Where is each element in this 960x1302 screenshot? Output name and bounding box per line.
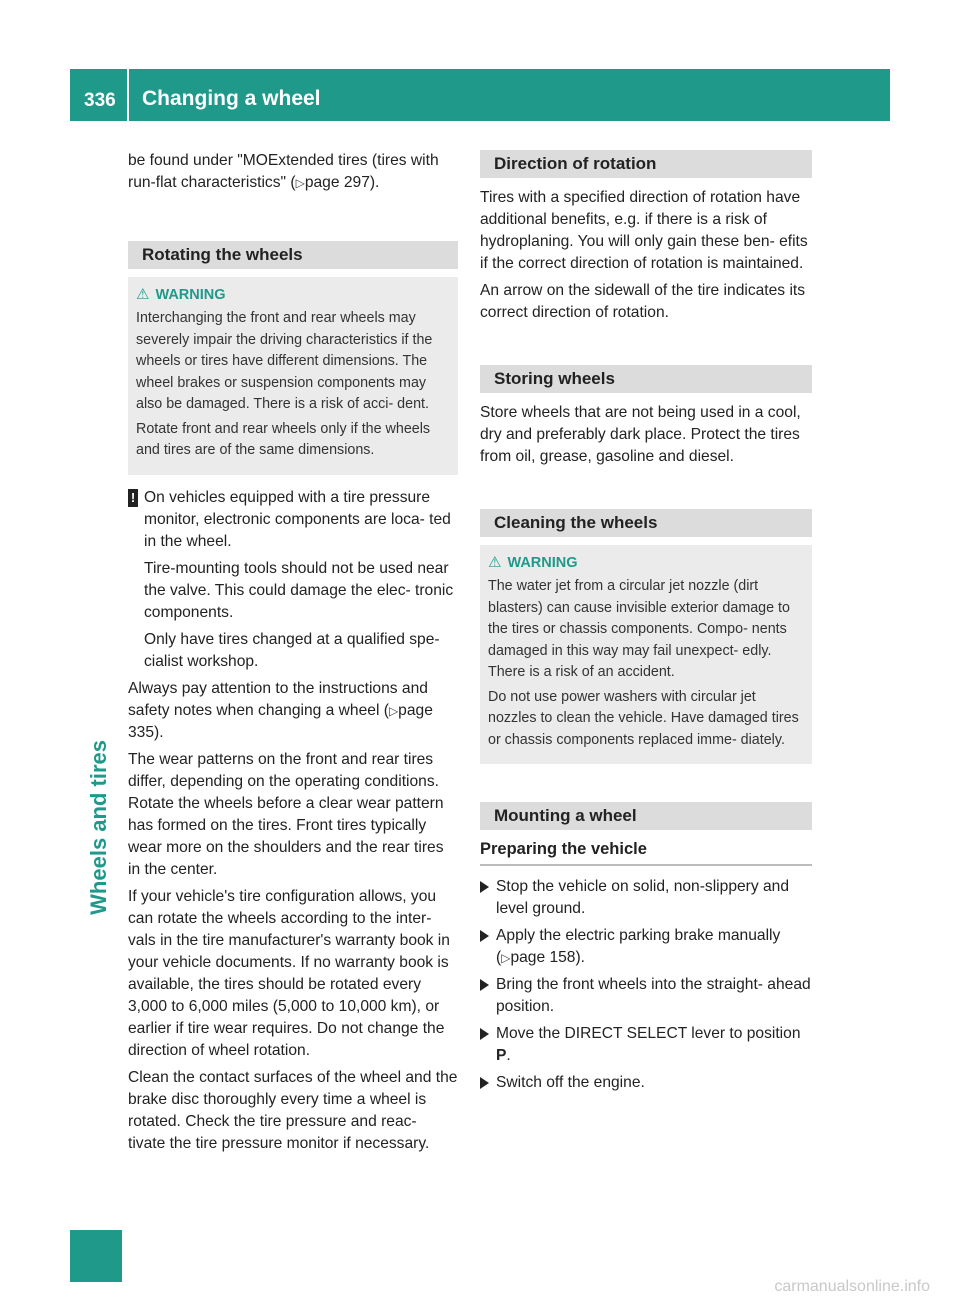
- body-paragraph: Tires with a specified direction of rotation have additional benefits, e.g. if there is a risk of hydroplaning. You will only gain these ben- efits if the correct direction of rotation is maintained.: [480, 189, 808, 272]
- warning-text: Do not use power washers with circular jet nozzles to clean the vehicle. Have damaged tires or chassis components replaced imme- diately.: [488, 688, 799, 748]
- instruction-step: [480, 1072, 812, 1094]
- warning-text: The water jet from a circular jet nozzle (dirt blasters) can cause invisible exterior damage to the tires or chassis components. Compo- nents damaged in this way may fail unexpect- edly. There is a risk of an accident.: [488, 578, 790, 680]
- header-divider: [127, 69, 129, 121]
- note-text: Only have tires changed at a qualified spe- cialist workshop.: [144, 630, 440, 670]
- cleaning-warning-box: [480, 545, 812, 764]
- rotating-warning-box: [128, 277, 458, 475]
- cleaning-heading: Cleaning the wheels: [480, 509, 812, 537]
- body-paragraph: The wear patterns on the front and rear tires differ, depending on the operating conditions. Rotate the wheels before a clear wear pattern has formed on the tires. Front tires typically wear more on the shoulders and the rear tires in the center.: [128, 750, 444, 878]
- intro-text: be found under "MOExtended tires (tires with run-flat characteristics" (: [128, 152, 439, 191]
- body-paragraph: [128, 678, 458, 744]
- page-ref-arrow-icon: ▷: [501, 951, 511, 965]
- exclamation-icon: !: [128, 489, 138, 507]
- gear-position: P: [496, 1047, 507, 1064]
- step-body: Apply the electric parking brake manually (: [496, 927, 781, 966]
- step-arrow-icon: [480, 979, 489, 991]
- step-text: Switch off the engine.: [496, 1074, 645, 1091]
- warning-label: WARNING: [507, 555, 578, 571]
- side-section-label: Wheels and tires: [86, 740, 111, 915]
- body-paragraph: Store wheels that are not being used in a cool, dry and preferably dark place. Protect the tires from oil, grease, gasoline and diesel.: [480, 404, 801, 465]
- step-text: [496, 925, 812, 969]
- preparing-subheading: Preparing the vehicle: [480, 836, 812, 866]
- mounting-heading: Mounting a wheel: [480, 802, 812, 830]
- step-text: Move the DIRECT SELECT lever to position P.: [496, 1025, 801, 1064]
- left-column: [128, 150, 458, 1160]
- page-number: 336: [84, 90, 116, 111]
- chapter-title: Changing a wheel: [142, 87, 321, 110]
- instruction-step: [480, 876, 812, 920]
- note-text: On vehicles equipped with a tire pressure monitor, electronic components are loca- ted in the wheel.: [144, 488, 451, 550]
- right-column: [480, 150, 812, 1099]
- step-arrow-icon: [480, 1028, 489, 1040]
- warning-triangle-icon: ⚠: [488, 554, 502, 571]
- body-text: Always pay attention to the instructions and safety notes when changing a wheel (: [128, 679, 428, 719]
- warning-label: WARNING: [155, 287, 226, 303]
- step-text: Bring the front wheels into the straight- ahead position.: [496, 976, 811, 1015]
- watermark: carmanualsonline.info: [774, 1278, 930, 1295]
- page-link[interactable]: page 158).: [510, 949, 586, 966]
- side-tab-marker: [70, 1230, 122, 1282]
- step-body: Move the DIRECT SELECT lever to position: [496, 1025, 801, 1042]
- body-paragraph: An arrow on the sidewall of the tire indicates its correct direction of rotation.: [480, 282, 806, 321]
- page-ref-arrow-icon: ▷: [295, 176, 305, 190]
- rotating-heading: Rotating the wheels: [128, 241, 458, 269]
- warning-triangle-icon: ⚠: [136, 286, 150, 303]
- step-arrow-icon: [480, 930, 489, 942]
- step-arrow-icon: [480, 881, 489, 893]
- step-arrow-icon: [480, 1077, 489, 1089]
- warning-title: [136, 285, 450, 305]
- direction-heading: Direction of rotation: [480, 150, 812, 178]
- storing-heading: Storing wheels: [480, 365, 812, 393]
- warning-text: Interchanging the front and rear wheels may severely impair the driving characteristics if the wheels or tires have different dimensions. The wheel brakes or suspension components may also be damaged. There is a risk of acci- dent.: [136, 310, 433, 412]
- note-block: [128, 487, 458, 673]
- intro-paragraph: [128, 150, 458, 194]
- intro-page-link[interactable]: page 297).: [304, 174, 380, 191]
- note-text: Tire-mounting tools should not be used near the valve. This could damage the elec- tronic components.: [144, 559, 454, 621]
- body-paragraph: If your vehicle's tire configuration allows, you can rotate the wheels according to the inter- vals in the tire manufacturer's warranty book in your vehicle documents. If no warranty book is available, the tires should be rotated every 3,000 to 6,000 miles (5,000 to 10,000 km), or earlier if tire wear requires. Do not change the direction of wheel rotation.: [128, 887, 450, 1059]
- body-paragraph: Clean the contact surfaces of the wheel and the brake disc thoroughly every time a wheel is rotated. Check the tire pressure and reac- tivate the tire pressure monitor if necessary.: [128, 1068, 458, 1152]
- instruction-step: [480, 1023, 812, 1067]
- page-ref-arrow-icon: ▷: [388, 703, 399, 718]
- instruction-step: [480, 925, 812, 969]
- page-link[interactable]: page 335).: [128, 701, 433, 741]
- step-text: Stop the vehicle on solid, non-slippery and level ground.: [496, 878, 789, 917]
- instruction-step: [480, 974, 812, 1018]
- warning-title: [488, 553, 804, 573]
- warning-text: Rotate front and rear wheels only if the wheels and tires are of the same dimensions.: [136, 420, 431, 458]
